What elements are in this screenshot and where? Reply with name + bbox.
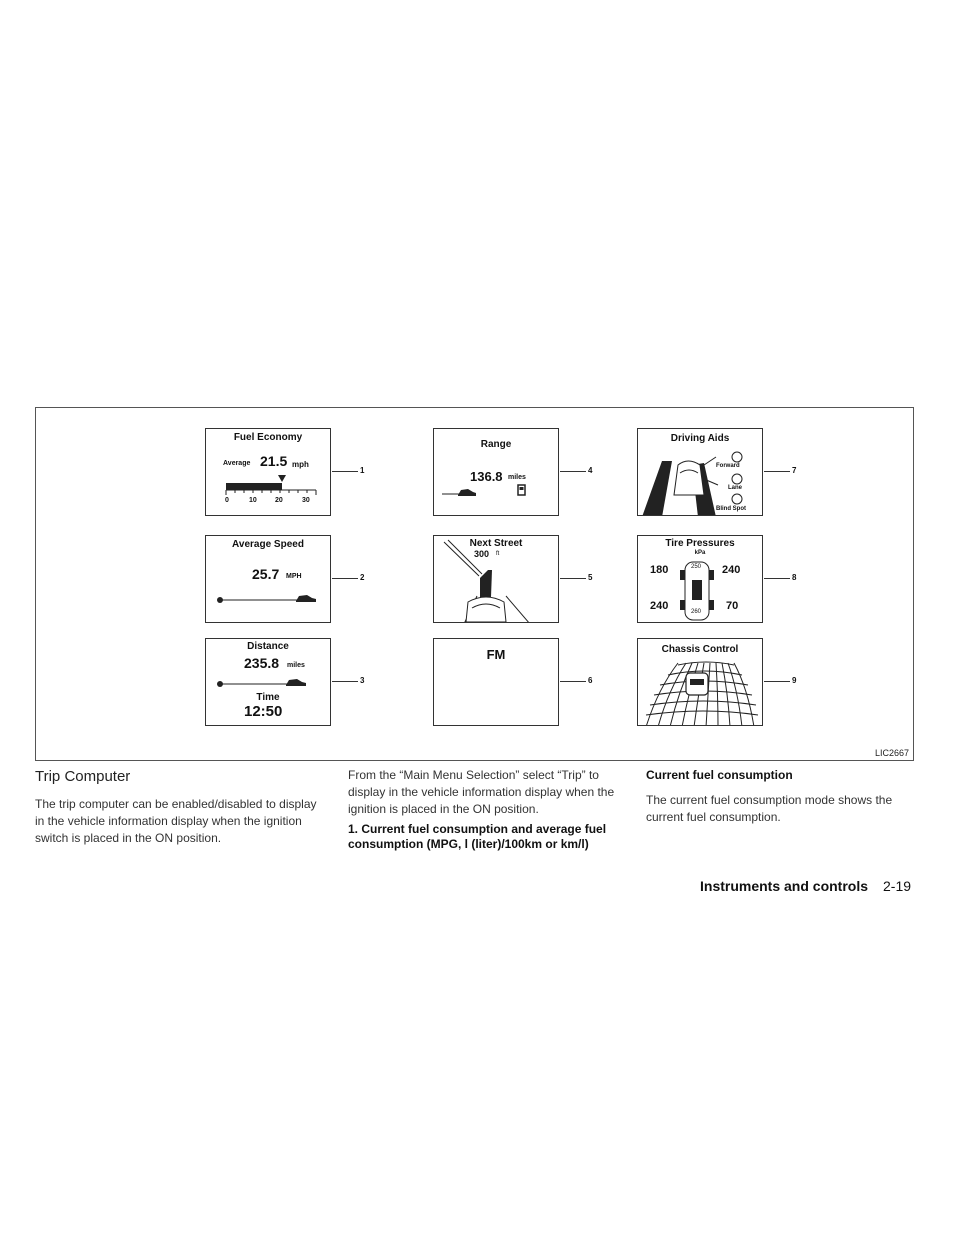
callout-line (764, 471, 790, 472)
tire-front-center: 250 (691, 564, 702, 570)
pressure-unit: kPa (694, 550, 706, 556)
callout-line (764, 578, 790, 579)
fuel-economy-gauge (206, 473, 331, 516)
panel-average-speed (205, 535, 331, 623)
time-value: 12:50 (244, 703, 283, 720)
distance-value: 235.8 (244, 655, 280, 671)
fuel-economy-value: 21.5 (260, 453, 288, 469)
callout-4: 4 (588, 466, 593, 475)
blind-spot-indicator-icon (732, 494, 742, 504)
distance-unit: miles (287, 662, 305, 669)
callout-line (560, 578, 586, 579)
average-speed-unit: MPH (286, 573, 302, 580)
car-icon (286, 679, 306, 686)
lane-label: Lane (728, 485, 743, 491)
vehicle-icon (466, 597, 506, 622)
panel-audio (433, 638, 559, 726)
vehicle-icon (674, 461, 704, 495)
range-graphic (434, 483, 559, 503)
panel-title: Chassis Control (661, 644, 739, 655)
callout-line (764, 681, 790, 682)
lane-indicator-icon (732, 474, 742, 484)
navigation-map (434, 536, 559, 623)
panel-driving-aids (637, 428, 763, 516)
blind-spot-label: Blind Spot (716, 506, 746, 512)
callout-6: 6 (588, 676, 593, 685)
chassis-grid (638, 639, 763, 726)
callout-line (560, 471, 586, 472)
col3-paragraph: The current fuel consumption mode shows the current fuel consumption. (646, 793, 893, 824)
panel-title: Distance (247, 641, 289, 652)
time-label: Time (256, 692, 280, 703)
panel-distance-time (205, 638, 331, 726)
callout-line (332, 471, 358, 472)
range-unit: miles (508, 474, 526, 481)
callout-line (332, 578, 358, 579)
forward-indicator-icon (732, 452, 742, 462)
panel-fuel-economy (205, 428, 331, 516)
col2-heading: 1. Current fuel consumption and average fuel consumption (MPG, l (liter)/100km or km/l) (348, 822, 607, 851)
callout-3: 3 (360, 676, 365, 685)
col2-paragraph: From the “Main Menu Selection” select “Trip” to display in the vehicle information display when the ignition is placed in the ON position. (348, 768, 615, 816)
col1-paragraph: The trip computer can be enabled/disabled to display in the vehicle information display when the ignition switch is placed in the ON position. (35, 797, 317, 845)
callout-2: 2 (360, 573, 365, 582)
panel-title: Driving Aids (670, 433, 730, 444)
tire-rear-left: 240 (650, 600, 669, 612)
fuel-economy-unit: mph (292, 460, 309, 469)
next-street-unit: ft (496, 551, 500, 557)
section-title: Trip Computer (35, 768, 131, 785)
col3-heading: Current fuel consumption (646, 768, 793, 782)
scale-tick-30: 30 (302, 497, 310, 504)
tire-front-left: 180 (650, 564, 669, 576)
panel-title: Tire Pressures (665, 538, 735, 549)
scale-tick-20: 20 (275, 497, 283, 504)
scale-tick-10: 10 (249, 497, 257, 504)
tire-rear-right: 70 (726, 600, 739, 612)
driving-aids-graphic (638, 429, 763, 516)
progress-line (206, 590, 331, 610)
panel-range (433, 428, 559, 516)
panel-title: Fuel Economy (233, 432, 303, 443)
panel-title: Range (480, 439, 512, 450)
callout-9: 9 (792, 676, 797, 685)
trip-computer-figure (35, 407, 914, 761)
average-speed-value: 25.7 (252, 566, 280, 582)
footer-chapter: Instruments and controls (700, 878, 869, 894)
callout-8: 8 (792, 573, 797, 582)
panel-next-street (433, 535, 559, 623)
callout-line (332, 681, 358, 682)
next-street-distance: 300 (474, 549, 490, 559)
callout-5: 5 (588, 573, 593, 582)
panel-title: Next Street (469, 538, 523, 549)
range-value: 136.8 (470, 469, 503, 484)
tire-front-right: 240 (722, 564, 741, 576)
callout-1: 1 (360, 466, 365, 475)
figure-code: LIC2667 (874, 748, 909, 758)
tire-rear-center: 260 (691, 609, 702, 615)
scale-tick-0: 0 (225, 497, 229, 504)
panel-title: FM (486, 647, 506, 662)
car-icon (296, 595, 316, 602)
callout-7: 7 (792, 466, 797, 475)
panel-title: Average Speed (232, 539, 304, 550)
car-icon (458, 489, 476, 496)
callout-line (560, 681, 586, 682)
gauge-pointer-icon (278, 475, 286, 482)
panel-chassis-control (637, 638, 763, 726)
footer-page-number: 2-19 (883, 878, 912, 894)
panel-tire-pressures (637, 535, 763, 623)
forward-label: Forward (716, 463, 740, 469)
average-label: Average (223, 460, 251, 467)
progress-line (206, 674, 331, 694)
